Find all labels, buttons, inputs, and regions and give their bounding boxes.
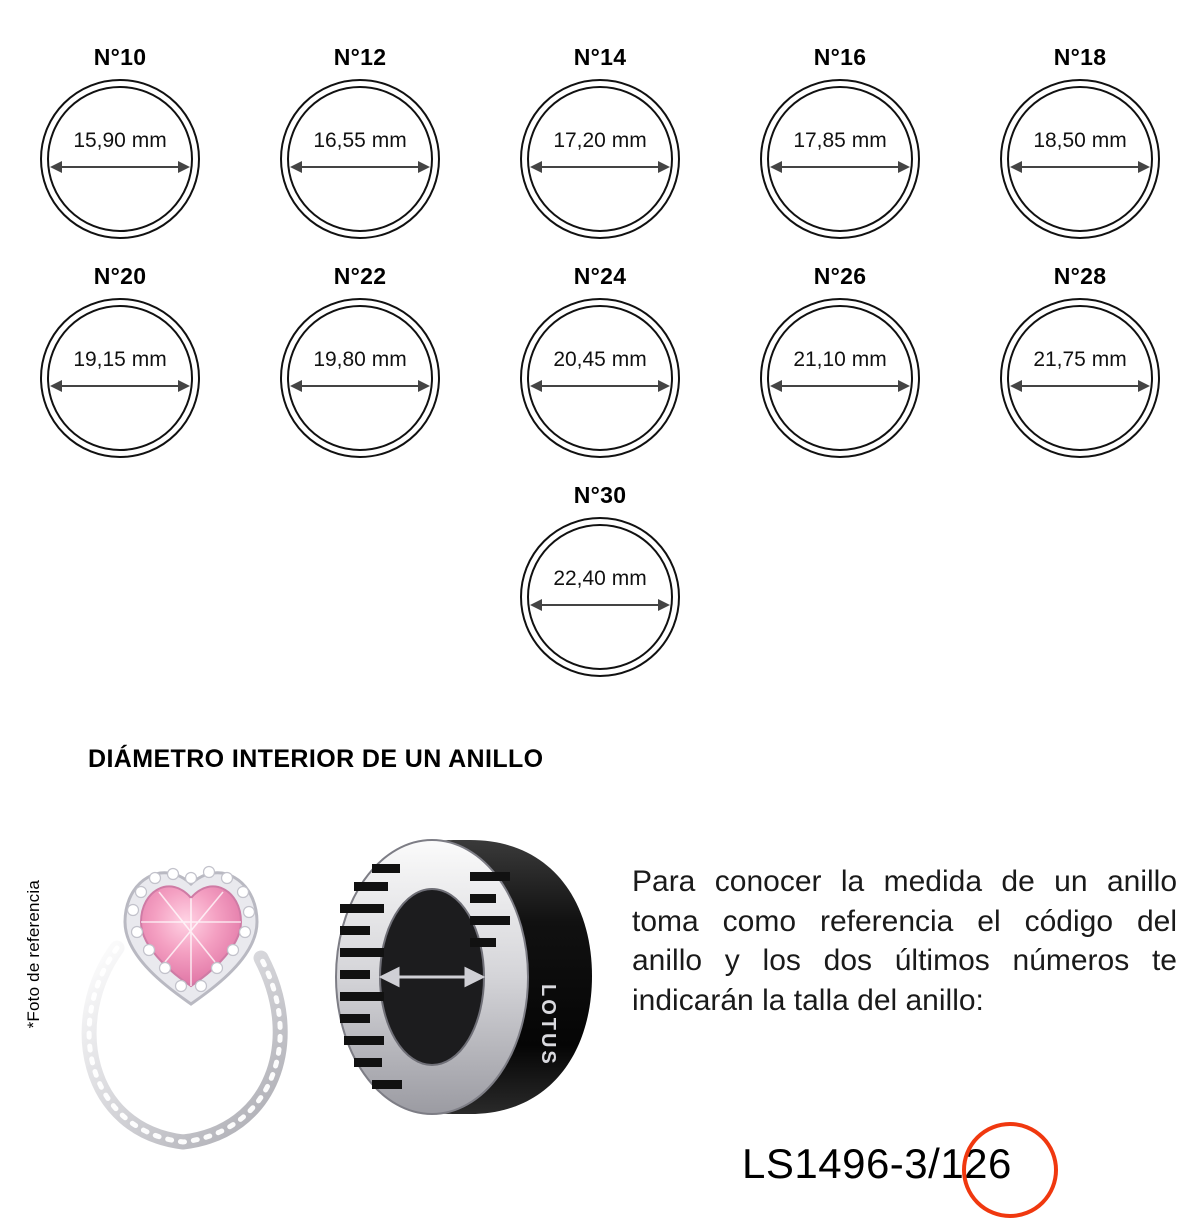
ring-diagram: [40, 79, 200, 239]
code-highlight-circle: [962, 1122, 1058, 1218]
ring-diagram: [40, 298, 200, 458]
ring-diagram: [1000, 298, 1160, 458]
size-label: N°18: [1053, 44, 1107, 70]
size-cell: [480, 44, 720, 239]
size-row: [0, 44, 1200, 239]
size-cell: [240, 44, 480, 239]
ring-diagram: [280, 79, 440, 239]
size-cell: [960, 44, 1200, 239]
diameter-arrow-icon: [770, 158, 910, 176]
size-row: [0, 263, 1200, 458]
size-label: N°12: [333, 44, 387, 70]
size-label: N°24: [573, 263, 627, 289]
reference-photo-note: *Foto de referencia: [24, 880, 43, 1029]
size-label: N°22: [333, 263, 387, 289]
ring-code-example: LS1496-3/126: [742, 1140, 1012, 1187]
diameter-arrow-icon: [1010, 158, 1150, 176]
ring-diagram: [520, 79, 680, 239]
diameter-arrow-icon: [530, 596, 670, 614]
diameter-value: 21,10 mm: [793, 348, 887, 371]
diameter-arrow-icon: [530, 377, 670, 395]
black-band-ring-photo: [320, 832, 610, 1132]
diameter-value: 17,85 mm: [793, 129, 887, 152]
diameter-arrow-icon: [1010, 377, 1150, 395]
size-cell: [0, 263, 240, 458]
size-label: N°20: [93, 263, 147, 289]
ring-diagram: [280, 298, 440, 458]
pink-heart-ring-photo: [55, 830, 335, 1150]
diameter-value: 19,80 mm: [313, 348, 407, 371]
instruction-paragraph: Para conocer la medida de un anillo toma como referencia el código del anillo y los dos últimos números te indicarán la talla del anillo:: [632, 865, 1177, 1017]
diameter-value: 19,15 mm: [73, 348, 167, 371]
size-cell: [240, 263, 480, 458]
diameter-arrow-icon: [530, 158, 670, 176]
diameter-arrow-icon: [290, 158, 430, 176]
ring-diagram: [520, 298, 680, 458]
diameter-arrow-icon: [50, 377, 190, 395]
diameter-value: 15,90 mm: [73, 129, 167, 152]
size-cell: [720, 263, 960, 458]
diameter-caption-title: DIÁMETRO INTERIOR DE UN ANILLO: [88, 745, 544, 773]
size-label: N°10: [93, 44, 147, 70]
size-cell: [480, 263, 720, 458]
diameter-arrow-icon: [770, 377, 910, 395]
size-label: N°26: [813, 263, 867, 289]
diameter-value: 22,40 mm: [553, 567, 647, 590]
diameter-value: 18,50 mm: [1033, 129, 1127, 152]
size-label: N°16: [813, 44, 867, 70]
diameter-value: 16,55 mm: [313, 129, 407, 152]
ring-diagram: [1000, 79, 1160, 239]
ring-diagram: [760, 298, 920, 458]
ring-diagram: [520, 517, 680, 677]
size-row: [0, 482, 1200, 677]
size-label: N°30: [573, 482, 627, 508]
size-cell: [480, 482, 720, 677]
size-label: N°14: [573, 44, 627, 70]
diameter-value: 17,20 mm: [553, 129, 647, 152]
diameter-arrow-icon: [290, 377, 430, 395]
size-label: N°28: [1053, 263, 1107, 289]
size-cell: [720, 44, 960, 239]
diameter-value: 20,45 mm: [553, 348, 647, 371]
diameter-value: 21,75 mm: [1033, 348, 1127, 371]
size-cell: [0, 44, 240, 239]
ring-brand-text: LOTUS: [537, 984, 559, 1067]
size-cell: [960, 263, 1200, 458]
ring-diagram: [760, 79, 920, 239]
diameter-arrow-icon: [50, 158, 190, 176]
